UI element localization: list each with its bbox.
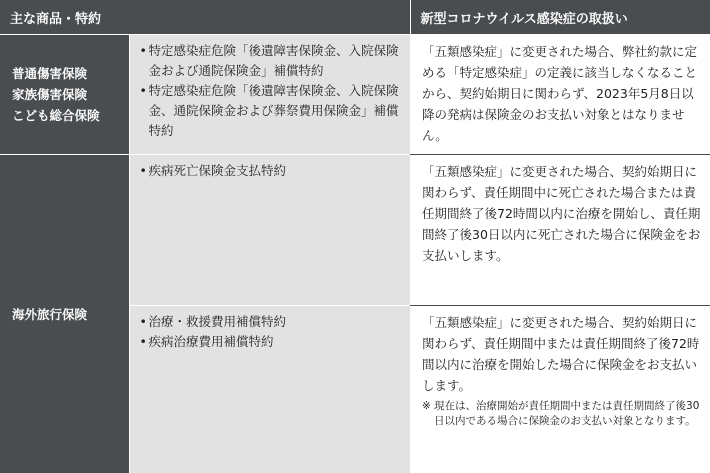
- bullet-icon: •: [140, 332, 149, 352]
- category-personal-accident: [0, 35, 129, 155]
- bullet-icon: •: [140, 312, 149, 332]
- bullet-icon: •: [140, 41, 149, 81]
- note-text: 現在は、治療開始が責任期間中または責任期間終了後30日以内である場合に保険金のお支払い対象となります。: [434, 399, 704, 429]
- rider-list: [129, 35, 410, 155]
- category-line: 家族傷害保険: [12, 84, 129, 105]
- bullet-icon: •: [140, 161, 149, 181]
- rider-list: [129, 155, 410, 306]
- note-mark: ※: [422, 399, 434, 429]
- rider-item: [140, 312, 405, 332]
- bullet-icon: •: [140, 81, 149, 141]
- treatment-text: 「五類感染症」に変更された場合、弊社約款に定める「特定感染症」の定義に該当しなくなることから、契約始期日に関わらず、2023年5月8日以降の発病は保険金のお支払い対象とはなりません。: [410, 35, 710, 155]
- rider-text: 疾病死亡保険金支払特約: [149, 161, 287, 181]
- treatment-text: 「五類感染症」に変更された場合、契約始期日に関わらず、責任期間中に死亡された場合または責任期間終了後72時間以内に治療を開始し、責任期間終了後30日以内に死亡された場合に保険金をお支払いします。: [410, 155, 710, 306]
- treatment-text: 「五類感染症」に変更された場合、契約始期日に関わらず、責任期間中または責任期間終了後72時間以内に治療を開始した場合に保険金をお支払いします。: [422, 312, 704, 396]
- rider-text: 特定感染症危険「後遺障害保険金、入院保険金および通院保険金」補償特約: [149, 41, 405, 81]
- rider-item: [140, 161, 405, 181]
- footnote: [422, 399, 704, 429]
- rider-text: 疾病治療費用補償特約: [149, 332, 274, 352]
- category-line: 普通傷害保険: [12, 63, 129, 84]
- category-overseas-travel: [0, 155, 129, 473]
- category-line: こども総合保険: [12, 105, 129, 126]
- rider-item: [140, 41, 405, 81]
- rider-item: [140, 332, 405, 352]
- category-line: 海外旅行保険: [12, 304, 129, 325]
- rider-item: [140, 81, 405, 141]
- header-products: 主な商品・特約: [0, 0, 410, 35]
- treatment-cell: [410, 306, 710, 473]
- rider-list: [129, 306, 410, 473]
- rider-text: 特定感染症危険「後遺障害保険金、入院保険金、通院保険金および葬祭費用保険金」補償特約: [149, 81, 405, 141]
- rider-text: 治療・救援費用補償特約: [149, 312, 287, 332]
- header-covid-treatment: 新型コロナウイルス感染症の取扱い: [410, 0, 710, 35]
